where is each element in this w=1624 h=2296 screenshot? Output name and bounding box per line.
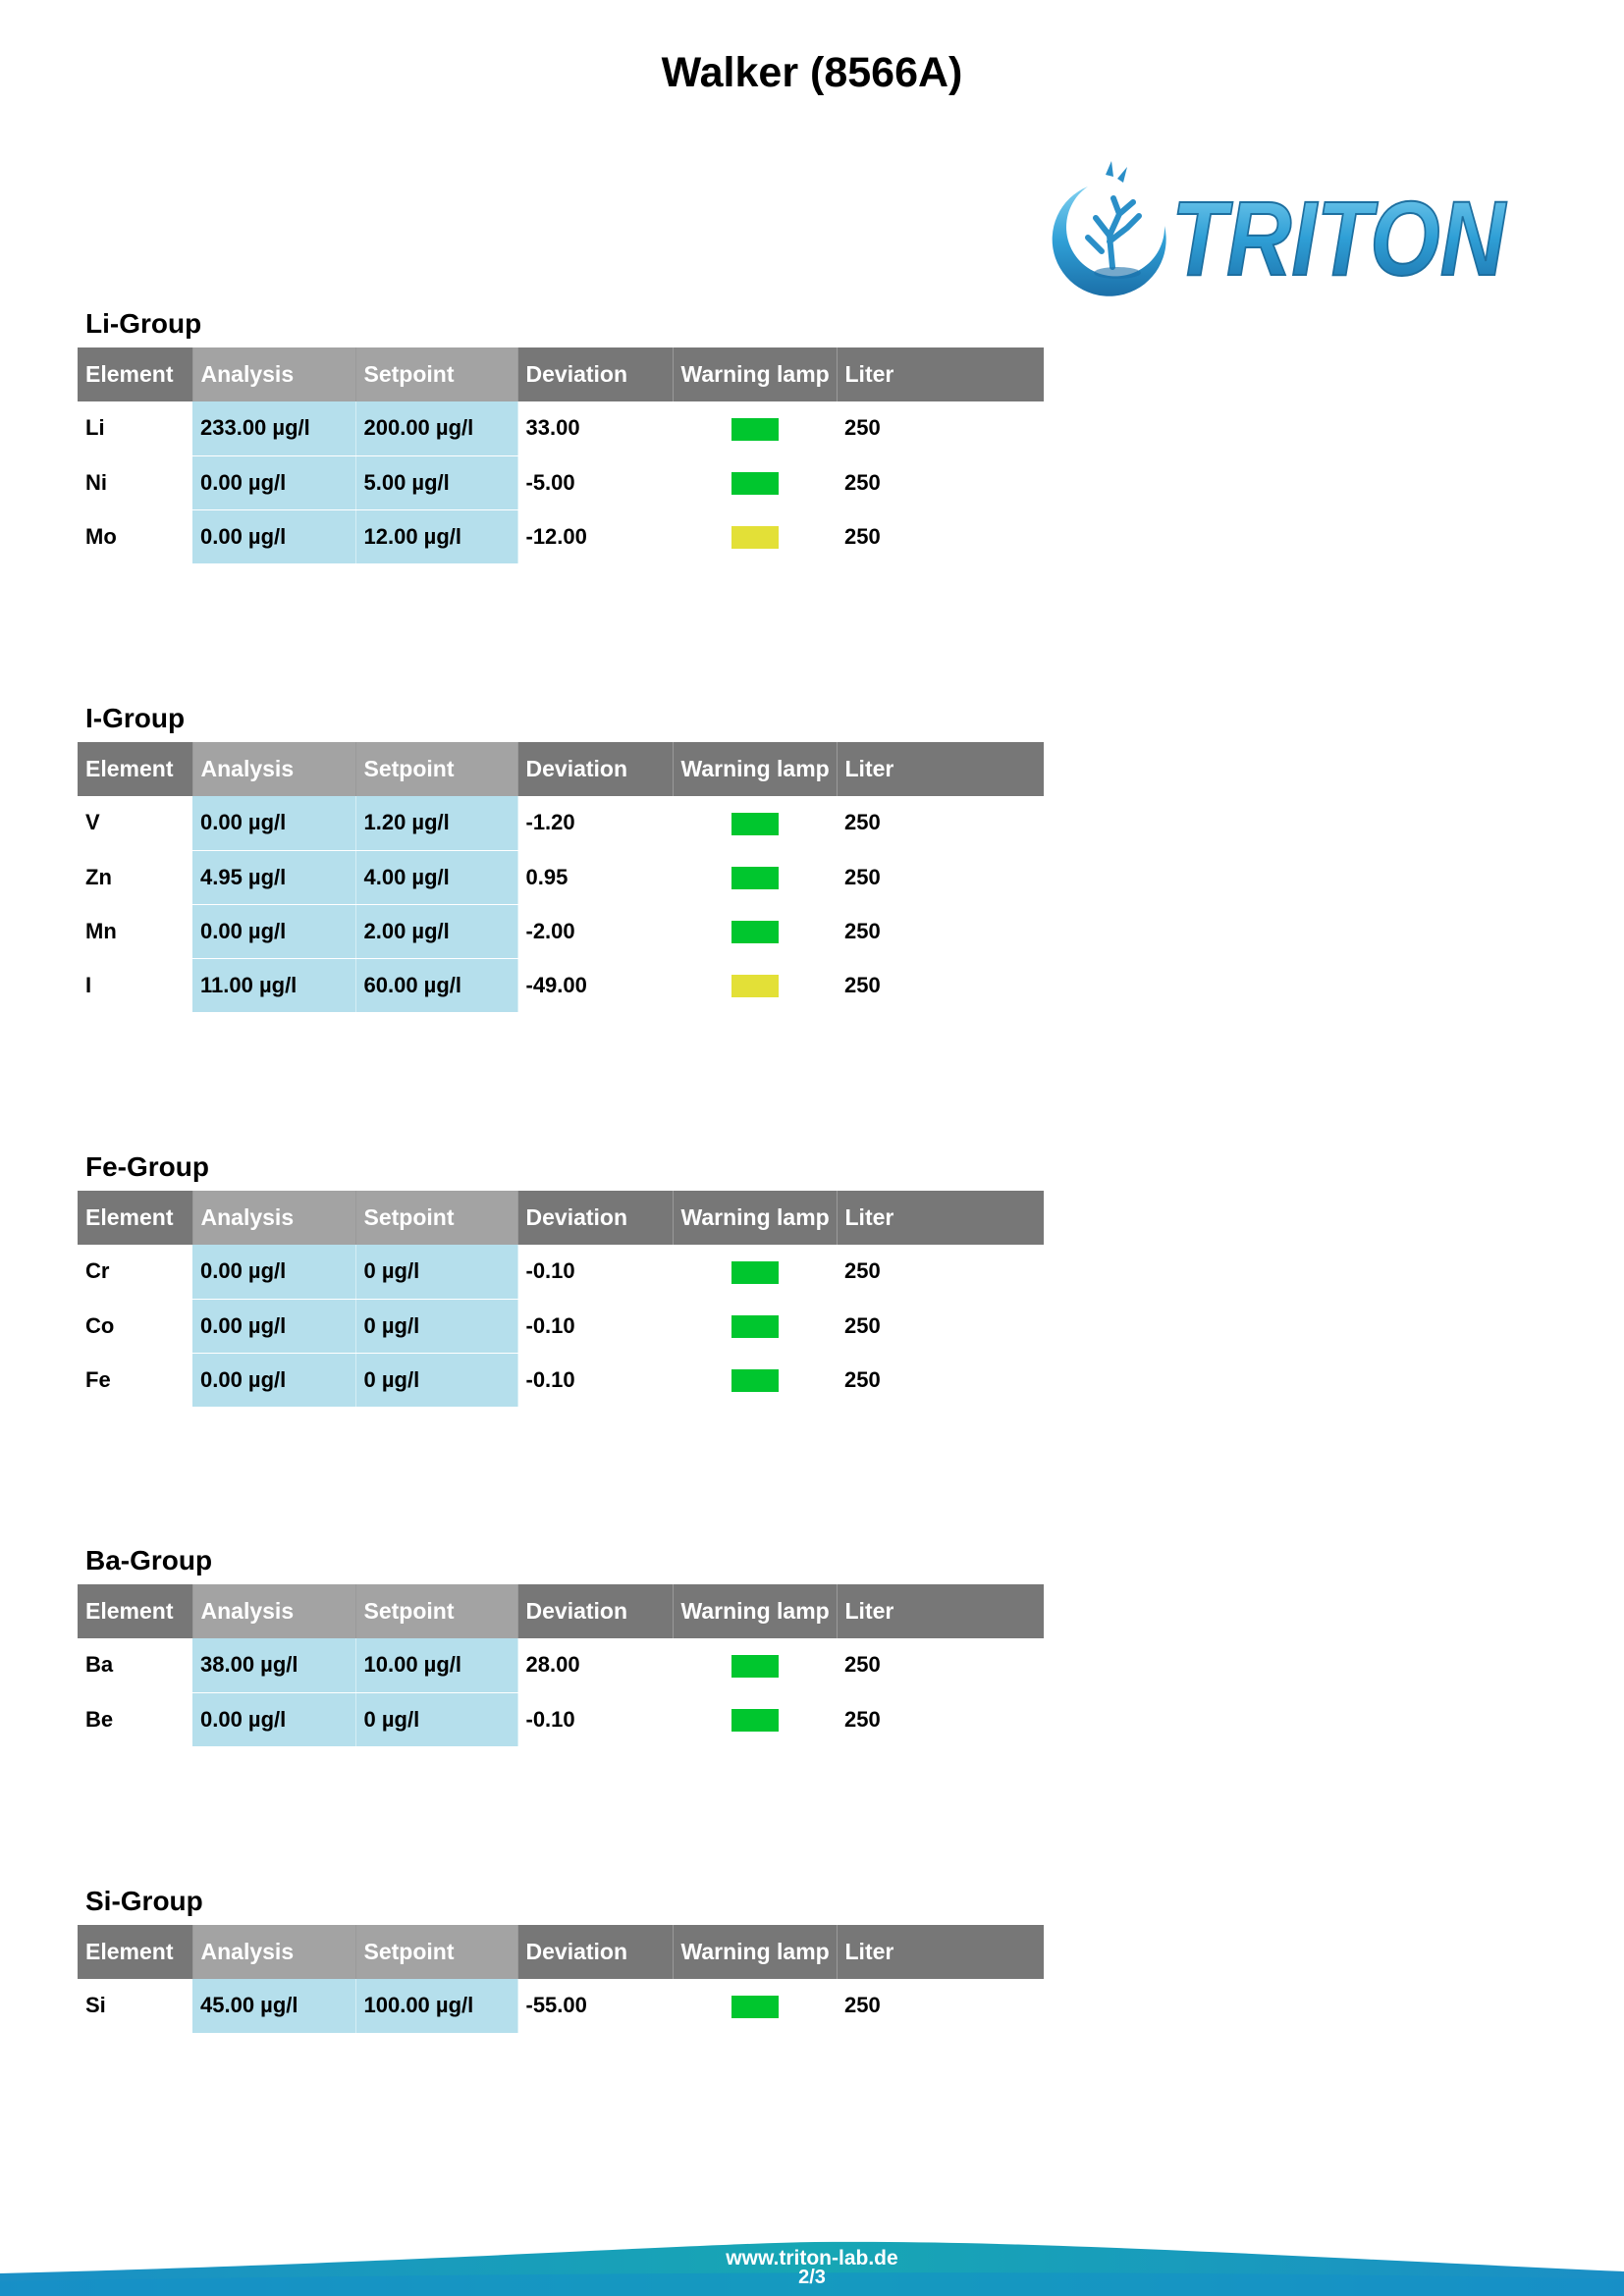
cell-element: Si xyxy=(78,1979,192,2033)
cell-analysis: 0.00 µg/l xyxy=(192,509,355,563)
cell-warning-lamp xyxy=(673,1299,837,1353)
col-header-setpoint: Setpoint xyxy=(355,1584,517,1638)
cell-warning-lamp xyxy=(673,1638,837,1692)
col-header-deviation: Deviation xyxy=(517,742,673,796)
cell-element: Ni xyxy=(78,455,192,509)
table-row xyxy=(78,796,1044,850)
cell-warning-lamp xyxy=(673,1353,837,1407)
col-header-element: Element xyxy=(78,742,192,796)
cell-setpoint: 0 µg/l xyxy=(355,1245,517,1299)
warning-lamp-indicator xyxy=(731,1996,779,2018)
warning-lamp-indicator xyxy=(731,1655,779,1678)
col-header-element: Element xyxy=(78,1925,192,1979)
cell-element: Mn xyxy=(78,904,192,958)
page-title: Walker (8566A) xyxy=(661,49,963,96)
cell-element: Be xyxy=(78,1692,192,1746)
cell-deviation: -0.10 xyxy=(517,1692,673,1746)
col-header-deviation: Deviation xyxy=(517,1584,673,1638)
cell-warning-lamp xyxy=(673,958,837,1012)
table-row xyxy=(78,1353,1044,1407)
col-header-analysis: Analysis xyxy=(192,1191,355,1245)
cell-warning-lamp xyxy=(673,509,837,563)
table-header-row xyxy=(78,742,1044,796)
element-table xyxy=(78,1925,1044,2034)
triton-logo xyxy=(1049,157,1510,297)
cell-setpoint: 10.00 µg/l xyxy=(355,1638,517,1692)
warning-lamp-indicator xyxy=(731,526,779,549)
coral-emblem-icon xyxy=(1053,161,1166,296)
cell-setpoint: 0 µg/l xyxy=(355,1692,517,1746)
cell-analysis: 0.00 µg/l xyxy=(192,1245,355,1299)
cell-setpoint: 12.00 µg/l xyxy=(355,509,517,563)
cell-deviation: -49.00 xyxy=(517,958,673,1012)
element-table xyxy=(78,1584,1044,1747)
cell-deviation: -0.10 xyxy=(517,1299,673,1353)
cell-analysis: 0.00 µg/l xyxy=(192,1299,355,1353)
cell-analysis: 233.00 µg/l xyxy=(192,401,355,455)
element-table xyxy=(78,347,1044,564)
col-header-warning-lamp: Warning lamp xyxy=(673,1925,837,1979)
table-row xyxy=(78,1979,1044,2033)
table-row xyxy=(78,850,1044,904)
cell-warning-lamp xyxy=(673,1979,837,2033)
cell-element: I xyxy=(78,958,192,1012)
col-header-liter: Liter xyxy=(837,1925,1044,1979)
col-header-deviation: Deviation xyxy=(517,347,673,401)
cell-deviation: -2.00 xyxy=(517,904,673,958)
cell-warning-lamp xyxy=(673,401,837,455)
group-title: Li-Group xyxy=(85,308,202,339)
cell-liter: 250 xyxy=(837,455,1044,509)
element-table xyxy=(78,1191,1044,1408)
group-title: Si-Group xyxy=(85,1886,203,1916)
cell-warning-lamp xyxy=(673,455,837,509)
col-header-warning-lamp: Warning lamp xyxy=(673,1584,837,1638)
cell-liter: 250 xyxy=(837,1245,1044,1299)
col-header-setpoint: Setpoint xyxy=(355,1191,517,1245)
col-header-warning-lamp: Warning lamp xyxy=(673,347,837,401)
cell-deviation: -12.00 xyxy=(517,509,673,563)
cell-element: Ba xyxy=(78,1638,192,1692)
page-number: 2/3 xyxy=(798,2267,826,2288)
table-header-row xyxy=(78,347,1044,401)
col-header-element: Element xyxy=(78,347,192,401)
warning-lamp-indicator xyxy=(731,867,779,889)
col-header-deviation: Deviation xyxy=(517,1191,673,1245)
footer-website-link[interactable]: www.triton-lab.de xyxy=(726,2247,898,2269)
group-title: Ba-Group xyxy=(85,1545,213,1575)
warning-lamp-indicator xyxy=(731,1315,779,1338)
col-header-setpoint: Setpoint xyxy=(355,347,517,401)
cell-setpoint: 100.00 µg/l xyxy=(355,1979,517,2033)
cell-warning-lamp xyxy=(673,796,837,850)
warning-lamp-indicator xyxy=(731,975,779,997)
group-title: Fe-Group xyxy=(85,1151,209,1182)
cell-deviation: -5.00 xyxy=(517,455,673,509)
col-header-deviation: Deviation xyxy=(517,1925,673,1979)
table-row xyxy=(78,1638,1044,1692)
cell-analysis: 0.00 µg/l xyxy=(192,1353,355,1407)
table-row xyxy=(78,509,1044,563)
col-header-analysis: Analysis xyxy=(192,347,355,401)
col-header-liter: Liter xyxy=(837,1584,1044,1638)
cell-liter: 250 xyxy=(837,509,1044,563)
cell-liter: 250 xyxy=(837,796,1044,850)
warning-lamp-indicator xyxy=(731,813,779,835)
warning-lamp-indicator xyxy=(731,472,779,495)
table-row xyxy=(78,1245,1044,1299)
col-header-analysis: Analysis xyxy=(192,1925,355,1979)
table-row xyxy=(78,455,1044,509)
col-header-liter: Liter xyxy=(837,742,1044,796)
col-header-setpoint: Setpoint xyxy=(355,1925,517,1979)
col-header-setpoint: Setpoint xyxy=(355,742,517,796)
warning-lamp-indicator xyxy=(731,1709,779,1732)
cell-element: Zn xyxy=(78,850,192,904)
warning-lamp-indicator xyxy=(731,418,779,441)
col-header-liter: Liter xyxy=(837,1191,1044,1245)
cell-analysis: 11.00 µg/l xyxy=(192,958,355,1012)
cell-liter: 250 xyxy=(837,1638,1044,1692)
cell-analysis: 0.00 µg/l xyxy=(192,796,355,850)
warning-lamp-indicator xyxy=(731,1369,779,1392)
cell-element: Co xyxy=(78,1299,192,1353)
cell-analysis: 0.00 µg/l xyxy=(192,1692,355,1746)
cell-warning-lamp xyxy=(673,850,837,904)
svg-text:TRITON: TRITON xyxy=(1171,179,1507,297)
cell-warning-lamp xyxy=(673,1692,837,1746)
col-header-warning-lamp: Warning lamp xyxy=(673,1191,837,1245)
col-header-element: Element xyxy=(78,1191,192,1245)
cell-deviation: 0.95 xyxy=(517,850,673,904)
cell-analysis: 38.00 µg/l xyxy=(192,1638,355,1692)
group-title: I-Group xyxy=(85,703,186,733)
cell-setpoint: 0 µg/l xyxy=(355,1299,517,1353)
cell-liter: 250 xyxy=(837,1299,1044,1353)
col-header-element: Element xyxy=(78,1584,192,1638)
cell-analysis: 45.00 µg/l xyxy=(192,1979,355,2033)
table-row xyxy=(78,958,1044,1012)
cell-element: Mo xyxy=(78,509,192,563)
table-row xyxy=(78,904,1044,958)
table-header-row xyxy=(78,1584,1044,1638)
page-footer xyxy=(0,2238,1624,2296)
cell-analysis: 0.00 µg/l xyxy=(192,904,355,958)
warning-lamp-indicator xyxy=(731,921,779,943)
cell-setpoint: 60.00 µg/l xyxy=(355,958,517,1012)
cell-deviation: 33.00 xyxy=(517,401,673,455)
element-table xyxy=(78,742,1044,1013)
cell-liter: 250 xyxy=(837,1979,1044,2033)
cell-element: Cr xyxy=(78,1245,192,1299)
cell-element: V xyxy=(78,796,192,850)
cell-setpoint: 5.00 µg/l xyxy=(355,455,517,509)
cell-element: Li xyxy=(78,401,192,455)
warning-lamp-indicator xyxy=(731,1261,779,1284)
table-row xyxy=(78,401,1044,455)
cell-deviation: -55.00 xyxy=(517,1979,673,2033)
cell-deviation: -1.20 xyxy=(517,796,673,850)
cell-element: Fe xyxy=(78,1353,192,1407)
cell-liter: 250 xyxy=(837,958,1044,1012)
cell-setpoint: 200.00 µg/l xyxy=(355,401,517,455)
cell-liter: 250 xyxy=(837,401,1044,455)
cell-analysis: 4.95 µg/l xyxy=(192,850,355,904)
col-header-analysis: Analysis xyxy=(192,1584,355,1638)
table-row xyxy=(78,1299,1044,1353)
cell-setpoint: 2.00 µg/l xyxy=(355,904,517,958)
cell-analysis: 0.00 µg/l xyxy=(192,455,355,509)
col-header-analysis: Analysis xyxy=(192,742,355,796)
cell-liter: 250 xyxy=(837,1692,1044,1746)
table-header-row xyxy=(78,1191,1044,1245)
cell-setpoint: 1.20 µg/l xyxy=(355,796,517,850)
cell-deviation: -0.10 xyxy=(517,1245,673,1299)
col-header-warning-lamp: Warning lamp xyxy=(673,742,837,796)
cell-setpoint: 4.00 µg/l xyxy=(355,850,517,904)
table-header-row xyxy=(78,1925,1044,1979)
cell-liter: 250 xyxy=(837,850,1044,904)
cell-deviation: -0.10 xyxy=(517,1353,673,1407)
col-header-liter: Liter xyxy=(837,347,1044,401)
cell-warning-lamp xyxy=(673,1245,837,1299)
cell-liter: 250 xyxy=(837,904,1044,958)
cell-warning-lamp xyxy=(673,904,837,958)
table-row xyxy=(78,1692,1044,1746)
cell-deviation: 28.00 xyxy=(517,1638,673,1692)
cell-setpoint: 0 µg/l xyxy=(355,1353,517,1407)
cell-liter: 250 xyxy=(837,1353,1044,1407)
